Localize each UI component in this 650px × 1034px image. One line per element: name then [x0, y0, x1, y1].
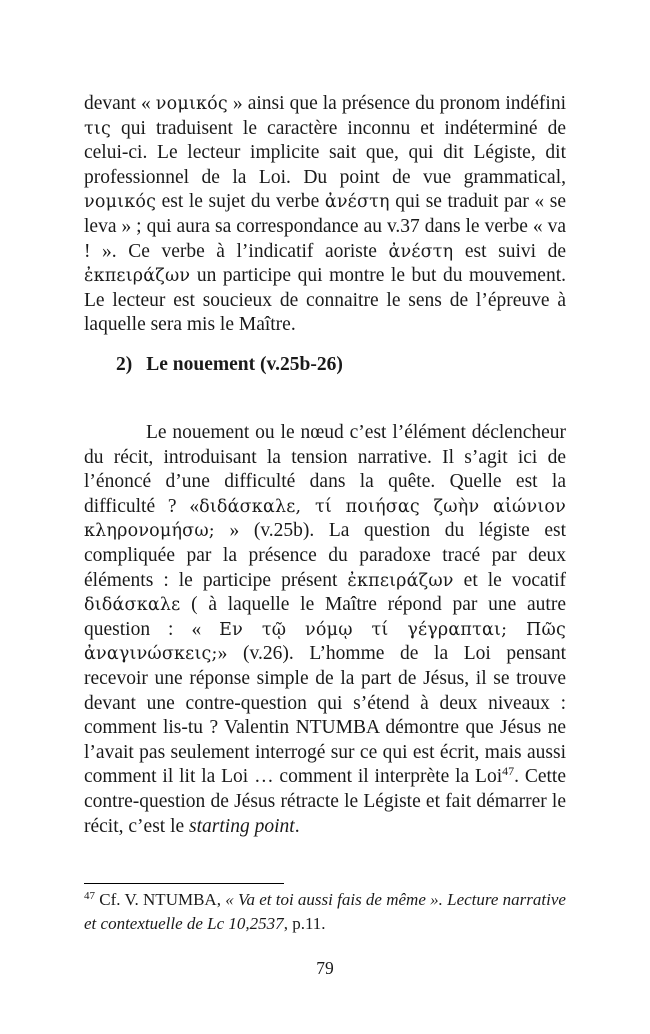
text-run: ( à laquelle le Maître répond par une autre question : « [84, 594, 566, 640]
greek-word: ἐκπειράζων [347, 570, 454, 591]
text-run: . [294, 815, 300, 837]
text-run: est suivi de [453, 240, 566, 262]
text-run: et le vocatif [453, 569, 566, 591]
body-paragraph-2 [84, 421, 566, 839]
greek-word: νομικός [155, 94, 228, 114]
footnote-number: 47 [84, 890, 95, 902]
text-run: devant « [84, 93, 156, 114]
text-run: qui traduisent le caractère inconnu et indéterminé de celui-ci. Le lecteur implicite sait que, qui dit Légiste, dit professionnel de la Loi. Du point de vue grammatical, [84, 117, 566, 188]
footnote-separator [84, 883, 284, 884]
greek-word: ἀνέστη [388, 241, 454, 262]
greek-word: ἐκπειράζων [84, 266, 191, 287]
text-run: Le nouement ou le nœud c’est l’élément déclencheur du récit, introduisant la tension narrative. Il s’agit ici de l’énoncé d’une difficulté dans la quête. Quelle est la difficulté ? « [84, 422, 566, 517]
text-run: » (v.26). L’homme de la Loi pensant recevoir une réponse simple de la part de Jésus, il se trouve devant une contre-question qui s’étend à deux niveaux : comment lis-tu ? Valentin NTUMBA démontre que Jésus ne l’avait pas seulement interrogé sur ce qui est écrit, mais aussi comment il lit la Loi … comment il interprète la Loi [84, 643, 566, 788]
text-run: qui se traduit par « se leva » ; qui aura sa correspondance au v.37 dans le verbe « va ! ». Ce verbe à l’indicatif aoriste [84, 191, 566, 262]
paragraph-text [84, 421, 566, 839]
text-run: » ainsi que la présence du pronom indéfini [227, 93, 566, 114]
greek-word: διδάσκαλε [84, 595, 181, 616]
footnote [84, 888, 566, 936]
footnote-text: Cf. V. NTUMBA, [95, 890, 226, 909]
section-number: 2) [116, 354, 133, 375]
text-run: . Cette contre-question de Jésus rétracte le Légiste et fait démarrer le récit, c’est le [84, 766, 567, 837]
page-number: 79 [316, 958, 334, 978]
text-run: est le sujet du verbe [156, 191, 325, 213]
footnote-reference[interactable]: 47 [502, 764, 515, 779]
body-paragraph-1 [84, 92, 566, 338]
italic-term: starting point [189, 815, 295, 837]
greek-word: νομικός [84, 192, 157, 213]
greek-quote: Εν τῷ νόμῳ τί γέγραπται; Πῶς ἀναγινώσκεις; [84, 619, 566, 665]
greek-quote: διδάσκαλε, τί ποιήσας ζωὴν αἰώνιον κληρονομήσω; [84, 496, 566, 542]
greek-word: τις [84, 118, 111, 139]
text-run: » (v.25b). La question du légiste est compliquée par la présence du paradoxe tracé par deux éléments : le participe présent [84, 520, 566, 591]
greek-word: ἀνέστη [324, 192, 390, 213]
paragraph-text [84, 92, 566, 338]
section-heading [116, 353, 343, 377]
section-title: Le nouement (v.25b-26) [146, 354, 343, 375]
text-run: un participe qui montre le but du mouvement. Le lecteur est soucieux de connaitre le sens de l’épreuve à laquelle sera mis le Maître. [84, 265, 566, 336]
footnote-text: , p.11. [283, 914, 326, 933]
footnote-title: « Va et toi aussi fais de même ». Lecture narrative et contextuelle de Lc 10,2537 [84, 890, 566, 933]
